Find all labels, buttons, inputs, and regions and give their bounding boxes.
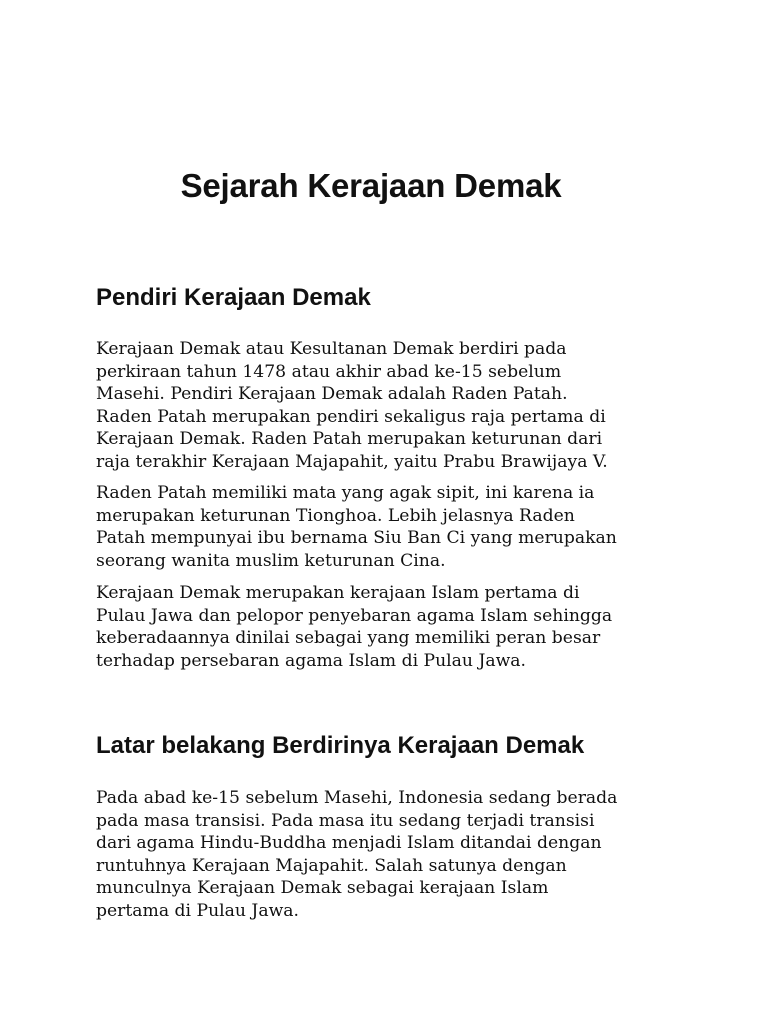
section-heading-pendiri: Pendiri Kerajaan Demak <box>96 284 371 311</box>
text-line: Kerajaan Demak merupakan kerajaan Islam pertama di <box>96 583 580 603</box>
text-line: dari agama Hindu-Buddha menjadi Islam ditandai dengan <box>96 833 602 853</box>
text-line: runtuhnya Kerajaan Majapahit. Salah satunya dengan <box>96 855 567 876</box>
text-line: pertama di Pulau Jawa. <box>96 900 299 921</box>
text-line: Patah mempunyai ibu bernama Siu Ban Ci yang merupakan <box>96 528 617 548</box>
text-line: Pada abad ke-15 sebelum Masehi, Indonesia sedang berada <box>96 788 618 808</box>
section-heading-latar-belakang: Latar belakang Berdirinya Kerajaan Demak <box>96 732 585 759</box>
paragraph-pendiri-2 <box>96 482 668 572</box>
text-line: seorang wanita muslim keturunan Cina. <box>96 550 446 571</box>
text-line: terhadap persebaran agama Islam di Pulau Jawa. <box>96 650 527 671</box>
text-line: Kerajaan Demak. Raden Patah merupakan keturunan dari <box>96 429 603 449</box>
text-line: raja terakhir Kerajaan Majapahit, yaitu Prabu Brawijaya V. <box>96 451 608 472</box>
paragraph-pendiri-1 <box>96 338 668 473</box>
paragraph-pendiri-3 <box>96 582 668 672</box>
text-line: perkiraan tahun 1478 atau akhir abad ke-15 sebelum <box>96 361 562 382</box>
text-line: Pulau Jawa dan pelopor penyebaran agama Islam sehingga <box>96 605 613 626</box>
document-title: Sejarah Kerajaan Demak <box>180 167 562 204</box>
text-line: merupakan keturunan Tionghoa. Lebih jelasnya Raden <box>96 505 575 526</box>
paragraph-latar-belakang-1 <box>96 787 668 922</box>
text-line: Masehi. Pendiri Kerajaan Demak adalah Raden Patah. <box>96 384 568 404</box>
text-line: Raden Patah memiliki mata yang agak sipit, ini karena ia <box>96 483 595 503</box>
text-line: keberadaannya dinilai sebagai yang memiliki peran besar <box>96 628 601 648</box>
text-line: munculnya Kerajaan Demak sebagai kerajaan Islam <box>96 878 549 898</box>
text-line: Raden Patah merupakan pendiri sekaligus raja pertama di <box>96 406 606 427</box>
text-line: pada masa transisi. Pada masa itu sedang terjadi transisi <box>96 810 595 831</box>
text-line: Kerajaan Demak atau Kesultanan Demak berdiri pada <box>96 339 567 359</box>
